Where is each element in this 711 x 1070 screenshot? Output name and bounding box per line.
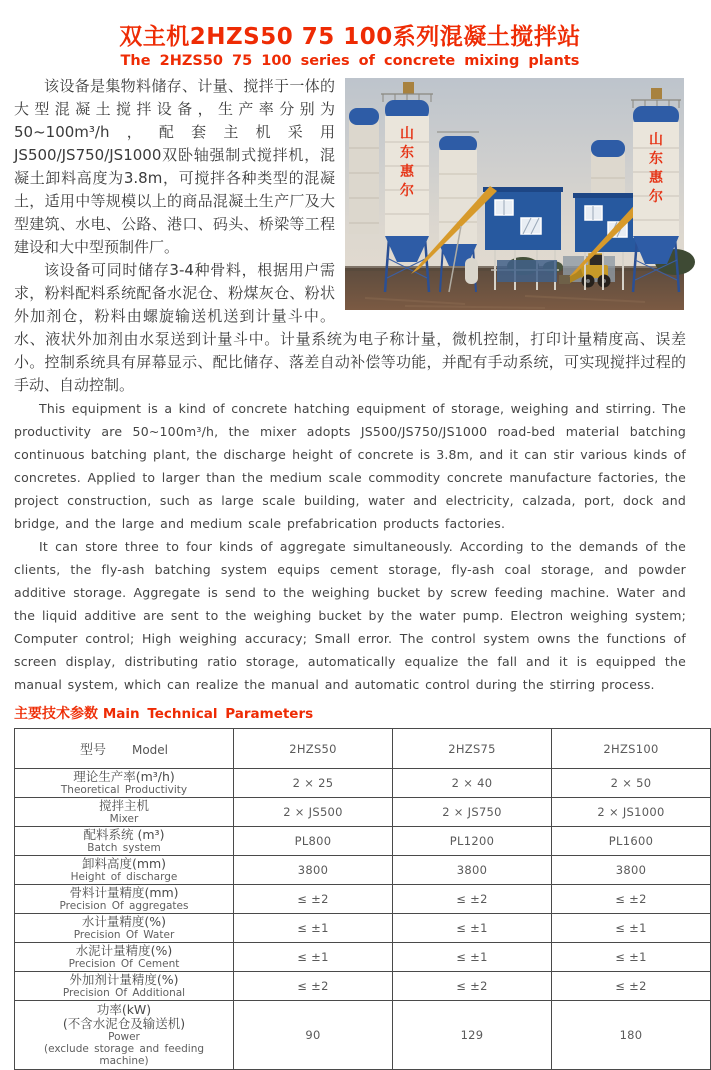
param-label-cn: 骨料计量精度(mm) bbox=[69, 885, 179, 900]
value-2hzs50: ≤ ±1 bbox=[234, 943, 393, 972]
param-label-cn: 搅拌主机 bbox=[98, 798, 149, 813]
section-heading-en: Main Technical Parameters bbox=[102, 706, 314, 722]
value-2hzs50: PL800 bbox=[234, 827, 393, 856]
svg-text:惠: 惠 bbox=[649, 170, 663, 186]
value-2hzs100: 180 bbox=[552, 1001, 711, 1070]
section-heading bbox=[14, 703, 686, 723]
svg-text:尔: 尔 bbox=[649, 189, 663, 205]
table-row-productivity bbox=[15, 769, 711, 798]
page-subtitle: The 2HZS50 75 100 series of concrete mixing plants bbox=[120, 53, 580, 69]
param-cell bbox=[15, 827, 234, 856]
value-2hzs100: ≤ ±1 bbox=[552, 943, 711, 972]
value-2hzs100: 2 × 50 bbox=[552, 769, 711, 798]
param-label-cn: 卸料高度(mm) bbox=[81, 856, 167, 871]
value-2hzs50: 3800 bbox=[234, 856, 393, 885]
value-2hzs75: ≤ ±1 bbox=[393, 914, 552, 943]
value-2hzs50: 2HZS50 bbox=[234, 729, 393, 769]
value-2hzs75: PL1200 bbox=[393, 827, 552, 856]
param-label-en: Model bbox=[131, 743, 169, 757]
value-2hzs75: ≤ ±2 bbox=[393, 885, 552, 914]
param-cell bbox=[15, 1001, 234, 1070]
param-cell bbox=[15, 885, 234, 914]
param-label-cn: 水计量精度(%) bbox=[81, 914, 167, 929]
value-2hzs75: 2 × 40 bbox=[393, 769, 552, 798]
value-2hzs100: 3800 bbox=[552, 856, 711, 885]
table-row-aggregate-precision bbox=[15, 885, 711, 914]
param-label-en: Precision Of aggregates bbox=[59, 900, 189, 912]
value-2hzs75: 3800 bbox=[393, 856, 552, 885]
param-label-en: Batch system bbox=[87, 842, 161, 854]
section-heading-cn: 主要技术参数 bbox=[14, 706, 98, 722]
param-label-en: Power bbox=[108, 1031, 140, 1043]
value-2hzs75: 2HZS75 bbox=[393, 729, 552, 769]
svg-text:东: 东 bbox=[400, 145, 414, 161]
value-2hzs100: ≤ ±1 bbox=[552, 914, 711, 943]
param-label-en: Precision Of Cement bbox=[68, 958, 180, 970]
param-cell bbox=[15, 769, 234, 798]
intro-section bbox=[14, 75, 686, 696]
table-row-cement-precision bbox=[15, 943, 711, 972]
table-row-power bbox=[15, 1001, 711, 1070]
value-2hzs50: ≤ ±1 bbox=[234, 914, 393, 943]
value-2hzs50: 2 × 25 bbox=[234, 769, 393, 798]
svg-text:山: 山 bbox=[649, 132, 663, 148]
svg-text:东: 东 bbox=[649, 151, 663, 167]
value-2hzs75: 2 × JS750 bbox=[393, 798, 552, 827]
table-row-additive-precision bbox=[15, 972, 711, 1001]
param-label-en: Height of discharge bbox=[70, 871, 178, 883]
param-label-en: Precision Of Water bbox=[73, 929, 175, 941]
param-cell bbox=[15, 914, 234, 943]
value-2hzs50: ≤ ±2 bbox=[234, 885, 393, 914]
value-2hzs100: 2 × JS1000 bbox=[552, 798, 711, 827]
param-cell bbox=[15, 972, 234, 1001]
table-row-mixer bbox=[15, 798, 711, 827]
param-label-cn: 型号 bbox=[79, 743, 106, 758]
table-row-water-precision bbox=[15, 914, 711, 943]
param-label-cn: 水泥计量精度(%) bbox=[75, 943, 173, 958]
value-2hzs75: ≤ ±1 bbox=[393, 943, 552, 972]
plant-photo-illustration bbox=[345, 78, 684, 310]
intro-paragraph-cn-2: 该设备可同时储存3-4种骨料，根据用户需求，粉料配料系统配备水泥仓、粉煤灰仓、粉状外加剂仓，粉料由螺旋输送机送到计量斗中。水、液状外加剂由水泵送到计量斗中。计量系统为电子称计量，微机控制，打印计量精度高、误差小。控制系统具有屏幕显示、配比储存、落差自动补偿等功能，并配有手动系统，可实现搅拌过程的手动、自动控制。 bbox=[14, 261, 686, 394]
value-2hzs100: ≤ ±2 bbox=[552, 885, 711, 914]
silo-small-left bbox=[349, 108, 379, 234]
table-row-model bbox=[15, 729, 711, 769]
svg-text:山: 山 bbox=[400, 126, 414, 142]
param-label-en-note: (exclude storage and feeding machine) bbox=[43, 1043, 205, 1067]
value-2hzs75: ≤ ±2 bbox=[393, 972, 552, 1001]
value-2hzs50: 2 × JS500 bbox=[234, 798, 393, 827]
intro-paragraph-en-2: It can store three to four kinds of aggregate simultaneously. According to the demands of the clients, the fly-ash batching system equips cement storage, fly-ash coal storage, and powder additive storage. Aggregate is send to the weighing bucket by screw feeding machine. Water and the liquid additive are sent to the weighing bucket by the water pump. Electron weighing system; Computer control; High weighing accuracy; Small error. The control system owns the functions of screen display, distributing ratio storage, automatically equalize the fall and it is equipped the manual system, which can realize the manual and automatic control during the stirring process. bbox=[14, 539, 686, 692]
table-row-batch-system bbox=[15, 827, 711, 856]
small-tank bbox=[465, 258, 478, 284]
svg-text:惠: 惠 bbox=[400, 164, 414, 180]
table-row-discharge-height bbox=[15, 856, 711, 885]
value-2hzs100: ≤ ±2 bbox=[552, 972, 711, 1001]
param-label-cn: 配料系统 (m³) bbox=[83, 827, 165, 842]
silo-tall-right bbox=[631, 88, 681, 292]
param-cell bbox=[15, 729, 234, 769]
param-label-cn: 功率(kW) bbox=[96, 1002, 152, 1017]
param-label-cn: 外加剂计量精度(%) bbox=[69, 972, 179, 987]
page-title: 双主机2HZS50 75 100系列混凝土搅拌站 bbox=[119, 24, 581, 50]
param-label-en: Mixer bbox=[109, 813, 139, 825]
value-2hzs50: ≤ ±2 bbox=[234, 972, 393, 1001]
plant-photo bbox=[345, 78, 684, 310]
param-cell bbox=[15, 856, 234, 885]
param-label-cn-note: (不含水泥仓及输送机) bbox=[62, 1016, 186, 1031]
value-2hzs100: PL1600 bbox=[552, 827, 711, 856]
svg-text:尔: 尔 bbox=[400, 183, 414, 199]
value-2hzs75: 129 bbox=[393, 1001, 552, 1070]
param-label-en: Theoretical Productivity bbox=[60, 784, 188, 796]
intro-paragraph-cn-1: 该设备是集物料储存、计量、搅拌于一体的大型混凝土搅拌设备，生产率分别为50~100m³/h，配套主机采用JS500/JS750/JS1000双卧轴强制式搅拌机，混凝土卸料高度为3.8m，可搅拌各种类型的混凝土，适用中等规模以上的商品混凝土生产厂及大型建筑、水电、公路、港口、码头、桥梁等工程建设和大中型预制件厂。 bbox=[14, 77, 335, 256]
param-cell bbox=[15, 798, 234, 827]
param-cell bbox=[15, 943, 234, 972]
value-2hzs100: 2HZS100 bbox=[552, 729, 711, 769]
intro-paragraph-en-1: This equipment is a kind of concrete hatching equipment of storage, weighing and stirring. The productivity are 50~100m³/h, the mixer adopts JS500/JS750/JS1000 road-bed material batching continuous batching plant, the discharge height of concrete is 3.8m, and it can stir various kinds of concretes. Applied to larger than the medium scale commodity concrete manufacture factories, the project construction, such as large scale building, water and electricity, calzada, port, dock and bridge, and the large and medium scale prefabrication products factories. bbox=[14, 401, 686, 531]
param-label-en: Precision Of Additional bbox=[62, 987, 186, 999]
value-2hzs50: 90 bbox=[234, 1001, 393, 1070]
technical-parameters-table bbox=[14, 728, 711, 1070]
param-label-cn: 理论生产率(m³/h) bbox=[73, 769, 175, 784]
